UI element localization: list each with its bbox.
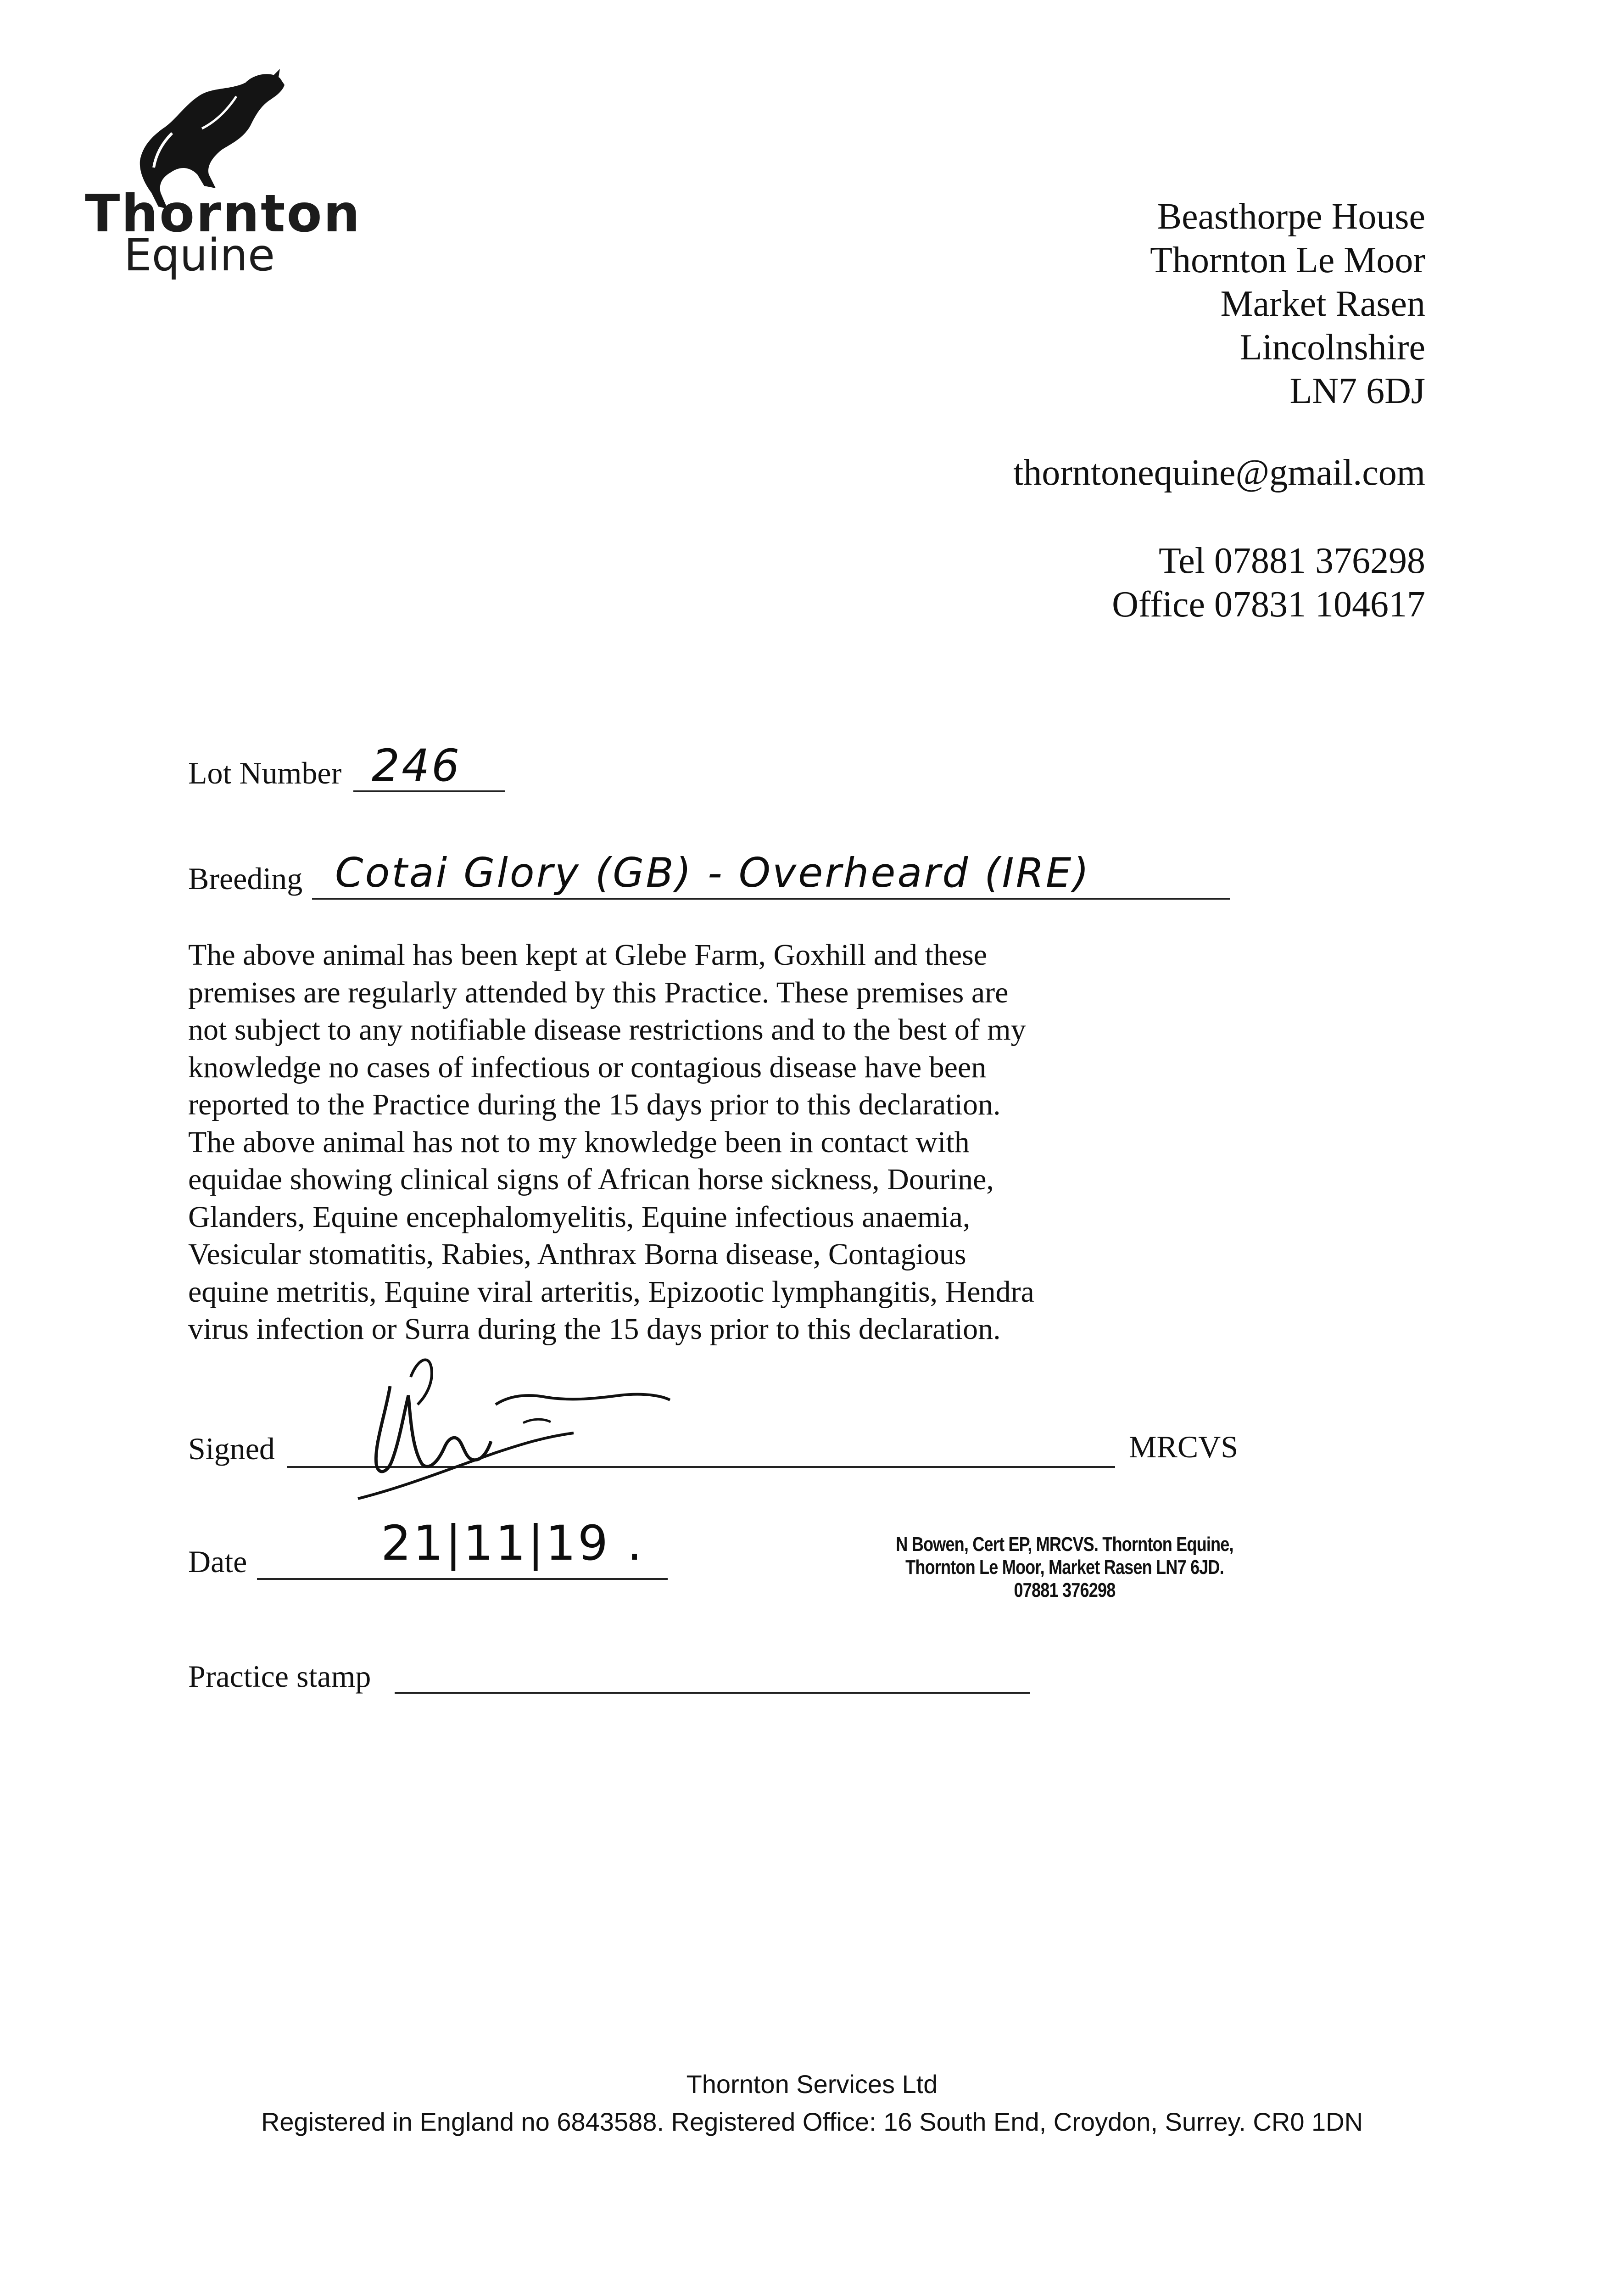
declaration-line: Glanders, Equine encephalomyelitis, Equine infectious anaemia, <box>188 1200 971 1234</box>
declaration-line: equidae showing clinical signs of African horse sickness, Dourine, <box>188 1163 994 1196</box>
signature-icon <box>330 1349 707 1524</box>
footer-registration: Registered in England no 6843588. Registered Office: 16 South End, Croydon, Surrey. CR0 1DN <box>261 2107 1363 2136</box>
declaration-text <box>188 936 1152 1348</box>
mrcvs-label: MRCVS <box>1129 1429 1239 1464</box>
lot-number-value: 246 <box>372 740 462 791</box>
signed-label: Signed <box>188 1431 275 1466</box>
logo-wordmark-bottom: Equine <box>124 230 275 281</box>
declaration-line: equine metritis, Equine viral arteritis, Epizootic lymphangitis, Hendra <box>188 1275 1034 1309</box>
address-line: Market Rasen <box>1220 284 1425 324</box>
declaration-line: The above animal has been kept at Glebe Farm, Goxhill and these <box>188 938 988 972</box>
office-number: Office 07831 104617 <box>1112 584 1425 625</box>
lot-number-label: Lot Number <box>188 756 342 790</box>
practice-stamp-impression <box>865 1533 1264 1602</box>
address-line: Thornton Le Moor <box>1150 240 1425 280</box>
breeding-underline <box>312 898 1230 900</box>
declaration-line: Vesicular stomatitis, Rabies, Anthrax Borna disease, Contagious <box>188 1237 966 1271</box>
phone-numbers <box>1112 539 1425 627</box>
declaration-line: virus infection or Surra during the 15 days prior to this declaration. <box>188 1312 1001 1346</box>
breeding-value: Cotai Glory (GB) - Overheard (IRE) <box>335 849 1091 896</box>
footer-company: Thornton Services Ltd <box>686 2070 938 2099</box>
declaration-line: not subject to any notifiable disease restrictions and to the best of my <box>188 1013 1026 1047</box>
practice-stamp-underline <box>395 1692 1030 1694</box>
email-address: thorntonequine@gmail.com <box>1013 453 1425 493</box>
stamp-line: N Bowen, Cert EP, MRCVS. Thornton Equine, <box>896 1533 1233 1556</box>
declaration-line: The above animal has not to my knowledge been in contact with <box>188 1125 970 1159</box>
logo-wordmark-top: Thornton <box>85 184 362 244</box>
declaration-line: reported to the Practice during the 15 days prior to this declaration. <box>188 1088 1001 1121</box>
date-value: 21|11|19 . <box>381 1515 644 1571</box>
breeding-label: Breeding <box>188 861 303 896</box>
declaration-line: knowledge no cases of infectious or contagious disease have been <box>188 1050 987 1084</box>
stamp-line: 07881 376298 <box>1014 1579 1116 1601</box>
address-line: Beasthorpe House <box>1157 196 1425 237</box>
declaration-line: premises are regularly attended by this Practice. These premises are <box>188 975 1009 1009</box>
date-underline <box>257 1578 668 1580</box>
practice-address <box>1150 195 1425 413</box>
address-line: Lincolnshire <box>1239 327 1425 368</box>
practice-stamp-label: Practice stamp <box>188 1659 371 1694</box>
date-label: Date <box>188 1544 247 1579</box>
address-line: LN7 6DJ <box>1289 371 1425 411</box>
tel-number: Tel 07881 376298 <box>1158 541 1425 581</box>
stamp-line: Thornton Le Moor, Market Rasen LN7 6JD. <box>905 1556 1224 1579</box>
